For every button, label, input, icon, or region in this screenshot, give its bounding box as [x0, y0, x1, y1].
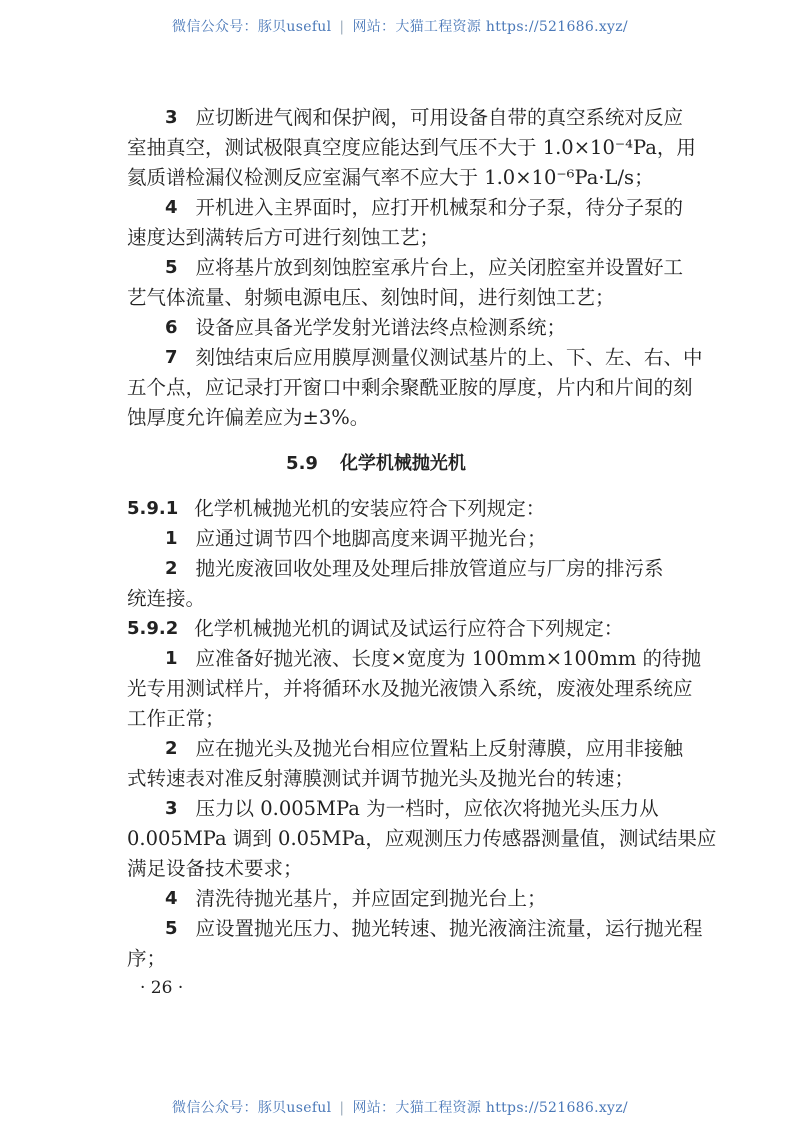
page-number: · 26 ·	[140, 978, 184, 998]
text-line	[127, 824, 717, 854]
watermark-footer	[0, 1097, 800, 1117]
text-line	[127, 103, 684, 133]
watermark-wechat: 微信公众号：豚贝useful	[172, 1100, 332, 1116]
item-number: 1	[165, 648, 178, 669]
line-text: 蚀厚度允许偏差应为±3%。	[127, 406, 370, 429]
section-title	[127, 449, 625, 479]
text-line	[127, 403, 625, 433]
text-line	[127, 764, 635, 794]
line-text: 清洗待抛光基片，并应固定到抛光台上；	[195, 887, 547, 910]
watermark-wechat: 微信公众号：豚贝useful	[172, 19, 332, 35]
document-body	[127, 103, 717, 974]
item-number: 5.9.1	[127, 498, 179, 519]
watermark-header	[0, 16, 800, 36]
text-line	[127, 704, 625, 734]
line-text: 序；	[127, 947, 167, 970]
line-text: 式转速表对准反射薄膜测试并调节抛光头及抛光台的转速；	[127, 767, 635, 790]
item-number: 3	[165, 798, 178, 819]
text-line	[127, 163, 654, 193]
text-line	[127, 193, 684, 223]
line-text: 0.005MPa 调到 0.05MPa，应观测压力传感器测量值，测试结果应	[127, 827, 717, 850]
text-line	[127, 524, 625, 554]
line-text: 应在抛光头及抛光台相应位置粘上反射薄膜，应用非接触	[195, 737, 684, 760]
text-line	[127, 133, 696, 163]
text-line	[127, 313, 625, 343]
line-text: 氦质谱检漏仪检测反应室漏气率不应大于 1.0×10⁻⁶Pa·L/s；	[127, 166, 654, 189]
item-number: 4	[165, 197, 178, 218]
text-line	[127, 854, 625, 884]
text-line	[127, 283, 625, 313]
text-line	[127, 644, 702, 674]
text-line	[127, 223, 625, 253]
watermark-website: 网站：大猫工程资源 https://521686.xyz/	[352, 1100, 628, 1116]
line-text: 速度达到满转后方可进行刻蚀工艺；	[127, 226, 440, 249]
clause-heading	[127, 494, 625, 524]
text-line	[127, 554, 664, 584]
text-line	[127, 794, 659, 824]
item-number: 5	[165, 918, 178, 939]
item-number: 5.9.2	[127, 618, 179, 639]
line-text: 化学机械抛光机	[339, 453, 466, 474]
line-text: 刻蚀结束后应用膜厚测量仪测试基片的上、下、左、右、中	[195, 346, 703, 369]
line-text: 工作正常；	[127, 707, 225, 730]
item-number: 3	[165, 107, 178, 128]
line-text: 应通过调节四个地脚高度来调平抛光台；	[195, 527, 547, 550]
text-line	[127, 944, 625, 974]
line-text: 设备应具备光学发射光谱法终点检测系统；	[195, 316, 567, 339]
line-text: 应设置抛光压力、抛光转速、抛光液滴注流量，运行抛光程	[195, 917, 703, 940]
line-text: 压力以 0.005MPa 为一档时，应依次将抛光头压力从	[195, 797, 659, 820]
line-text: 开机进入主界面时，应打开机械泵和分子泵，待分子泵的	[195, 196, 684, 219]
line-text: 室抽真空，测试极限真空度应能达到气压不大于 1.0×10⁻⁴Pa，用	[127, 136, 696, 159]
watermark-separator: |	[339, 1100, 345, 1116]
item-number: 1	[165, 528, 178, 549]
text-line	[127, 734, 684, 764]
text-line	[127, 343, 703, 373]
line-text: 抛光废液回收处理及处理后排放管道应与厂房的排污系	[195, 557, 664, 580]
line-text: 应准备好抛光液、长度×宽度为 100mm×100mm 的待抛	[195, 647, 702, 670]
line-text: 五个点，应记录打开窗口中剩余聚酰亚胺的厚度，片内和片间的刻	[127, 376, 693, 399]
clause-heading	[127, 614, 625, 644]
item-number: 7	[165, 347, 178, 368]
item-number: 2	[165, 738, 178, 759]
item-number: 5.9	[286, 453, 318, 474]
line-text: 统连接。	[127, 587, 206, 610]
line-text: 满足设备技术要求；	[127, 857, 303, 880]
text-line	[127, 253, 684, 283]
watermark-separator: |	[339, 19, 345, 35]
text-line	[127, 674, 693, 704]
line-text: 应切断进气阀和保护阀，可用设备自带的真空系统对反应	[195, 106, 684, 129]
text-line	[127, 914, 703, 944]
text-line	[127, 373, 693, 403]
text-line	[127, 584, 625, 614]
line-text: 化学机械抛光机的调试及试运行应符合下列规定：	[194, 617, 624, 640]
line-text: 化学机械抛光机的安装应符合下列规定：	[194, 497, 546, 520]
text-line	[127, 884, 625, 914]
item-number: 5	[165, 257, 178, 278]
item-number: 6	[165, 317, 178, 338]
item-number: 2	[165, 558, 178, 579]
line-text: 应将基片放到刻蚀腔室承片台上，应关闭腔室并设置好工	[195, 256, 684, 279]
line-text: 光专用测试样片，并将循环水及抛光液馈入系统，废液处理系统应	[127, 677, 693, 700]
line-text: 艺气体流量、射频电源电压、刻蚀时间，进行刻蚀工艺；	[127, 286, 615, 309]
item-number: 4	[165, 888, 178, 909]
watermark-website: 网站：大猫工程资源 https://521686.xyz/	[352, 19, 628, 35]
